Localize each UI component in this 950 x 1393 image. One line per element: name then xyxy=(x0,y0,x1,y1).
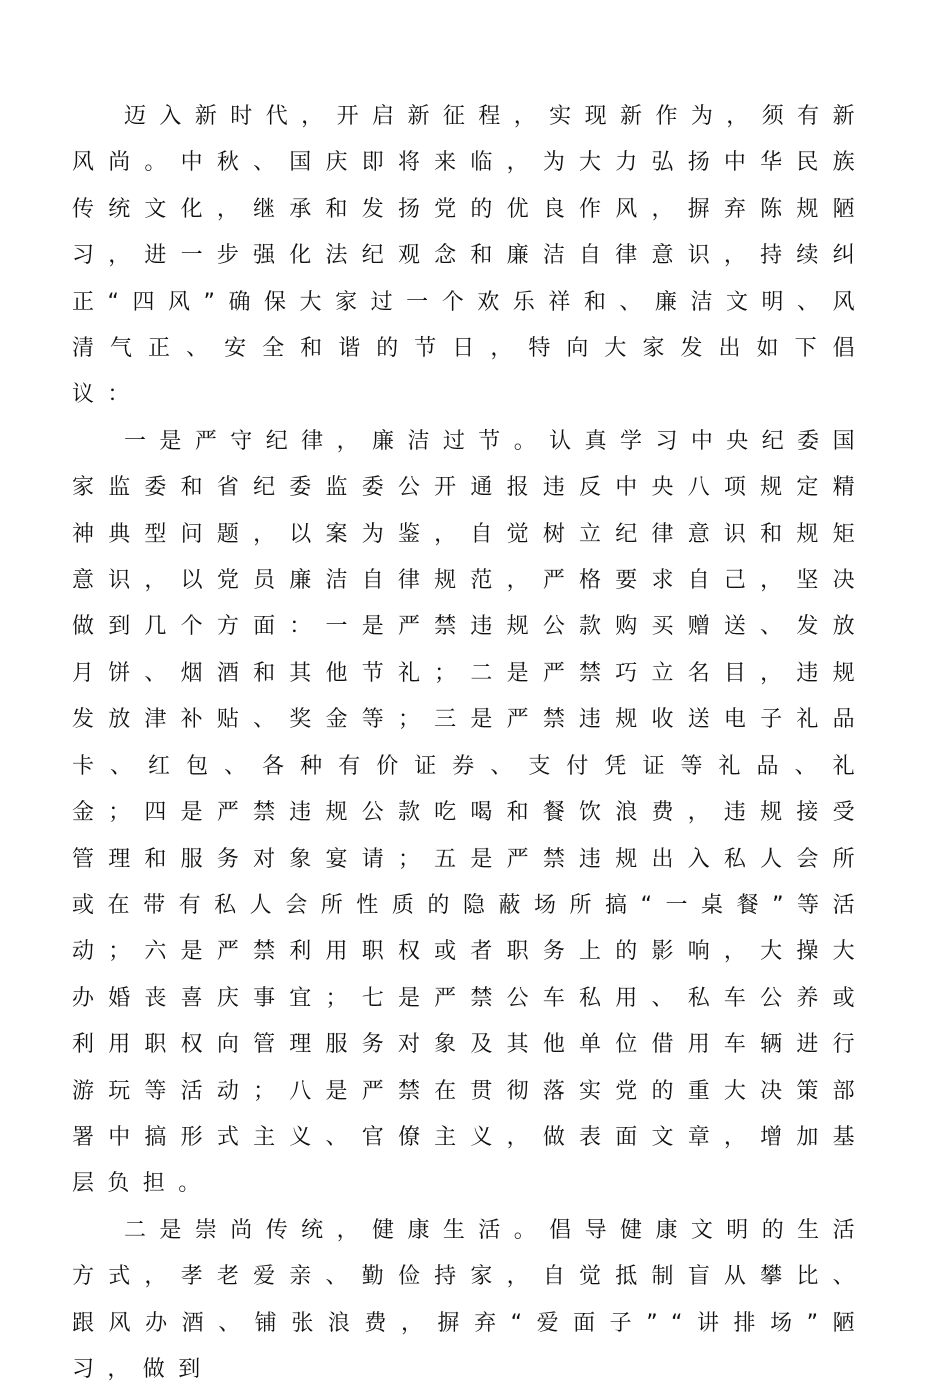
paragraph-intro: 迈入新时代，开启新征程，实现新作为，须有新风尚。中秋、国庆即将来临，为大力弘扬中华民族传统文化，继承和发扬党的优良作风，摒弃陈规陋习，进一步强化法纪观念和廉洁自律意识，持续纠正“四风”确保大家过一个欢乐祥和、廉洁文明、风清气正、安全和谐的节日，特向大家发出如下倡议： xyxy=(72,104,868,408)
paragraph-discipline: 一是严守纪律，廉洁过节。认真学习中央纪委国家监委和省纪委监委公开通报违反中央八项规定精神典型问题，以案为鉴，自觉树立纪律意识和规矩意识，以党员廉洁自律规范，严格要求自己，坚决做到几个方面：一是严禁违规公款购买赠送、发放月饼、烟酒和其他节礼；二是严禁巧立名目，违规发放津补贴、奖金等；三是严禁违规收送电子礼品卡、红包、各种有价证券、支付凭证等礼品、礼金；四是严禁违规公款吃喝和餐饮浪费，违规接受管理和服务对象宴请；五是严禁违规出入私人会所或在带有私人会所性质的隐蔽场所搞“一桌餐”等活动；六是严禁利用职权或者职务上的影响，大操大办婚丧喜庆事宜；七是严禁公车私用、私车公养或利用职权向管理服务对象及其他单位借用车辆进行游玩等活动；八是严禁在贯彻落实党的重大决策部署中搞形式主义、官僚主义，做表面文章，增加基层负担。 xyxy=(72,428,868,1197)
document-page xyxy=(72,94,868,1393)
paragraph-tradition: 二是崇尚传统，健康生活。倡导健康文明的生活方式，孝老爱亲、勤俭持家，自觉抵制盲从攀比、跟风办酒、铺张浪费，摒弃“爱面子”“讲排场”陋习，做到 xyxy=(72,1217,868,1382)
